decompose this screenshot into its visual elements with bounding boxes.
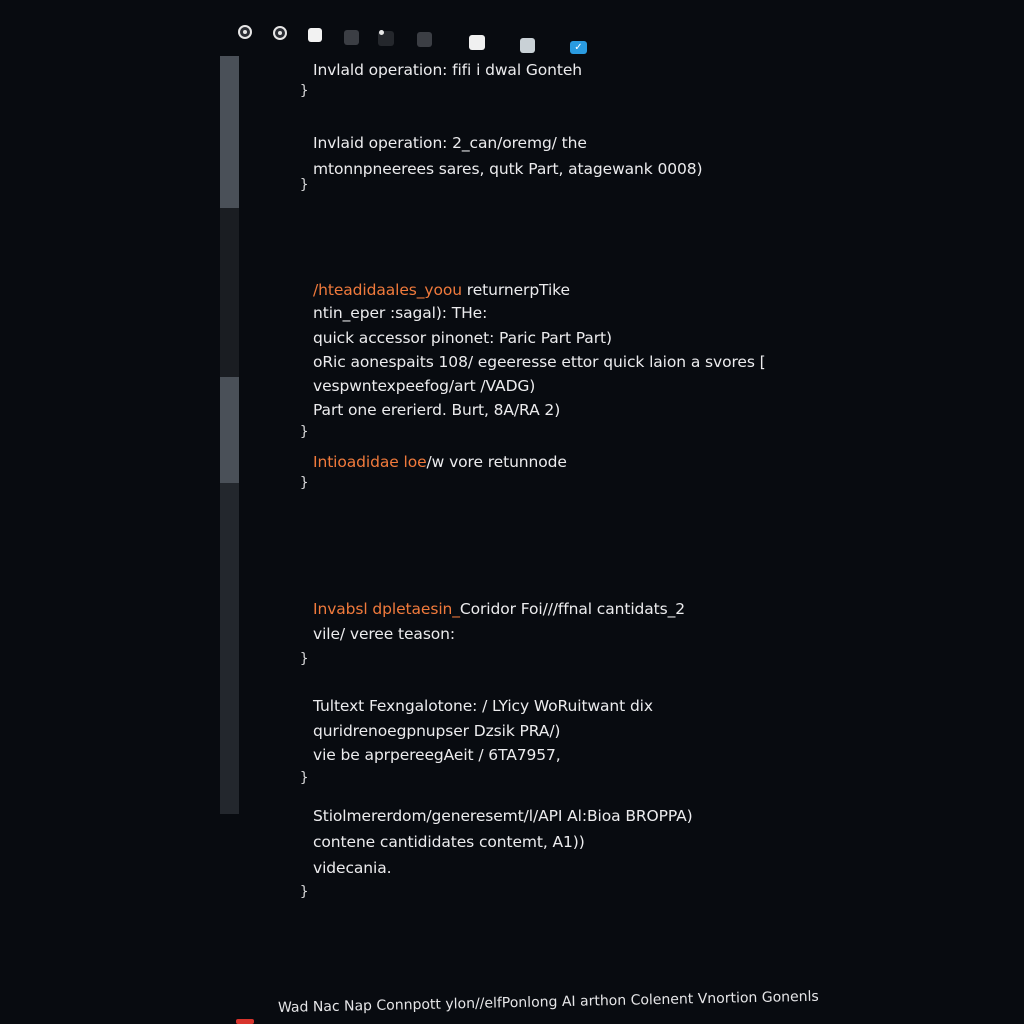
code-line[interactable]: vespwntexpeefog/art /VADG) bbox=[313, 377, 536, 395]
code-line[interactable]: Tultext Fexngalotone: / LYicy WoRuitwant dix bbox=[313, 697, 653, 715]
vertical-scrollbar[interactable] bbox=[220, 56, 239, 814]
status-bar-text: Wad Nac Nap Connpott ylon//elfPonlong AI arthon Colenent Vnortion Gonenls bbox=[277, 988, 819, 1016]
code-line[interactable]: vie be aprpereegAeit / 6TA7957, bbox=[313, 746, 561, 764]
code-line[interactable]: vile/ veree teason: bbox=[313, 625, 456, 643]
code-line[interactable]: oRic aonespaits 108/ egeeresse ettor quick laion a svores [ bbox=[313, 353, 766, 371]
code-token: returnerpTike bbox=[461, 281, 570, 299]
closing-brace: } bbox=[300, 424, 309, 440]
scrollbar-thumb[interactable] bbox=[220, 377, 239, 483]
code-token: /w vore retunnode bbox=[426, 453, 567, 471]
scrollbar-thumb[interactable] bbox=[220, 56, 239, 208]
keyword-token: Invabsl dpletaesin_ bbox=[313, 600, 460, 618]
code-line[interactable]: quridrenoegpnupser Dzsik PRA/) bbox=[313, 722, 561, 740]
keyword-token: Intioadidae loe bbox=[313, 453, 427, 471]
check-icon[interactable]: ✓ bbox=[570, 41, 587, 54]
keyword-token: /hteadidaales_yoou bbox=[313, 281, 462, 299]
code-line[interactable]: Part one ererierd. Burt, 8A/RA 2) bbox=[313, 401, 561, 419]
closing-brace: } bbox=[300, 770, 309, 786]
closing-brace: } bbox=[300, 177, 309, 193]
closing-brace: } bbox=[300, 475, 309, 491]
closing-brace: } bbox=[300, 651, 309, 667]
code-line[interactable]: quick accessor pinonet: Paric Part Part) bbox=[313, 329, 612, 347]
code-line[interactable]: contene cantididates contemt, A1)) bbox=[313, 833, 585, 851]
code-line[interactable] bbox=[313, 452, 567, 472]
code-token: Coridor Foi///ffnal cantidats_2 bbox=[459, 600, 686, 618]
square-icon[interactable] bbox=[469, 35, 485, 50]
closing-brace: } bbox=[300, 884, 309, 900]
scrollbar-track-segment bbox=[220, 208, 239, 377]
dot-icon bbox=[379, 30, 384, 35]
status-indicator bbox=[236, 1019, 254, 1024]
record-icon[interactable] bbox=[273, 26, 287, 40]
square-icon[interactable] bbox=[308, 28, 322, 42]
code-line[interactable] bbox=[313, 280, 570, 300]
code-line[interactable]: Invlaid operation: 2_can/oremg/ the bbox=[313, 134, 587, 152]
code-line[interactable] bbox=[313, 599, 685, 619]
code-line[interactable]: videcania. bbox=[313, 859, 392, 877]
closing-brace: } bbox=[300, 83, 309, 99]
record-icon[interactable] bbox=[238, 25, 252, 39]
code-line[interactable]: Invlald operation: fifi i dwal Gonteh bbox=[313, 61, 583, 79]
code-line[interactable]: Stiolmererdom/generesemt/l/API Al:Bioa BROPPA) bbox=[313, 807, 693, 825]
code-line[interactable]: mtonnpneerees sares, qutk Part, atagewank 0008) bbox=[313, 160, 703, 178]
code-line[interactable]: ntin_eper :sagal): THe: bbox=[313, 304, 488, 322]
square-icon[interactable] bbox=[520, 38, 535, 53]
square-icon[interactable] bbox=[344, 30, 359, 45]
square-icon[interactable] bbox=[417, 32, 432, 47]
